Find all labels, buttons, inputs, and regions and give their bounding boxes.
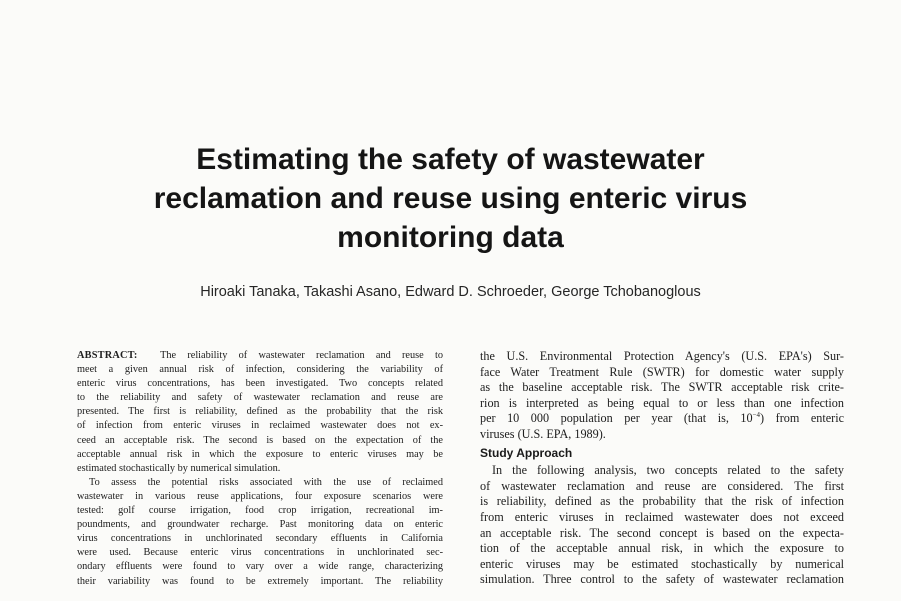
body-line: In the following analysis, two concepts related to the safety [492,463,844,478]
abstract-line: ondary effluents were found to vary over a wide range, characterizing [77,561,443,573]
abstract-line: estimated stochastically by numerical simulation. [77,462,281,474]
abstract-line: of infection from enteric viruses in reclaimed wastewater does not ex- [77,420,443,432]
abstract-line: meet a given annual risk of infection, considering the variability of [77,364,443,376]
author-list: Hiroaki Tanaka, Takashi Asano, Edward D. Schroeder, George Tchobanoglous [200,284,701,300]
body-line: an acceptable risk. The second concept is based on the expecta- [480,525,844,540]
body-line: rion is interpreted as being equal to or less than one infection [480,395,844,410]
abstract-line: were used. Because enteric virus concentrations in unchlorinated sec- [77,547,443,559]
body-line: as the baseline acceptable risk. The SWTR acceptable risk crite- [480,380,844,395]
body-line: tion of the acceptable annual risk, in which the exposure to [480,541,844,556]
abstract-line: their variability was found to be extremely important. The reliability [77,575,443,587]
abstract-line: tested: golf course irrigation, food crop irrigation, recreational im- [77,505,443,517]
abstract-line: virus concentrations in unchlorinated secondary effluents in California [77,533,443,545]
paper-title [0,140,901,257]
body-line [480,411,844,427]
abstract-line: wastewater in various reuse applications, four exposure scenarios were [77,490,443,502]
abstract-line: to the reliability and safety of wastewater reclamation and reuse are [77,392,443,404]
body-line: from enteric viruses in reclaimed wastewater does not exceed [480,509,844,524]
title-line: monitoring data [337,221,564,254]
body-line: face Water Treatment Rule (SWTR) for domestic water supply [480,364,844,379]
abstract-line: presented. The first is reliability, defined as the probability that the risk [77,406,443,418]
body-text: ) from enteric [760,411,844,426]
body-line: simulation. Three control to the safety of wastewater reclamation [480,572,844,587]
body-line: enteric viruses may be estimated stochastically by numerical [480,556,844,571]
abstract-line [77,349,443,363]
body-line: of wastewater reclamation and reuse are considered. The first [480,478,844,493]
body-column [480,349,844,588]
body-text: per 10 000 population per year (that is, 10 [480,411,753,426]
abstract-line: enteric virus concentrations, has been investigated. Two concepts related [77,378,443,390]
exponent: −4 [752,411,761,420]
section-heading: Study Approach [480,445,573,460]
abstract-text: The reliability of wastewater reclamation and reuse to [160,350,443,361]
title-line: Estimating the safety of wastewater [196,143,705,176]
abstract-line: poundments, and groundwater recharge. Past monitoring data on enteric [77,519,443,531]
body-line: the U.S. Environmental Protection Agency's (U.S. EPA's) Sur- [480,349,844,363]
title-line: reclamation and reuse using enteric virus [153,182,748,215]
abstract-line: acceptable annual risk in which the exposure to enteric viruses may be [77,448,443,460]
abstract-column [77,349,443,589]
abstract-line: ceed an acceptable risk. The second is based on the expectation of the [77,434,443,446]
body-line: viruses (U.S. EPA, 1989). [480,426,606,441]
body-line: is reliability, defined as the probability that the risk of infection [480,494,844,509]
abstract-line: To assess the potential risks associated with the use of reclaimed [89,476,443,488]
abstract-label: ABSTRACT: [77,350,138,361]
